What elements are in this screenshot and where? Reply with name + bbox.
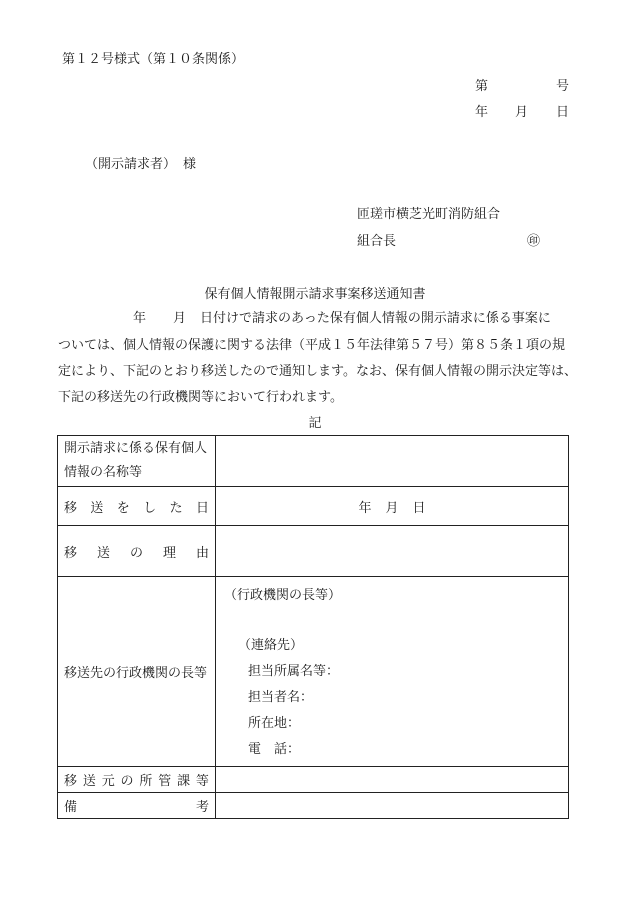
value-origin-department[interactable] bbox=[216, 767, 569, 793]
label-transfer-reason: 移 送 の 理 由 bbox=[58, 526, 216, 577]
value-remarks[interactable] bbox=[216, 793, 569, 819]
table-row bbox=[58, 487, 569, 526]
department-label: 担当所属名等： bbox=[248, 664, 340, 679]
value-transfer-date[interactable]: 年 月 日 bbox=[216, 487, 569, 526]
form-number: 第１２号様式（第１０条関係） bbox=[62, 52, 245, 67]
label-remarks: 備 考 bbox=[58, 793, 216, 819]
address-label: 所在地： bbox=[248, 716, 301, 731]
body-date-year: 年 bbox=[133, 311, 147, 326]
table-row bbox=[58, 793, 569, 819]
value-info-name[interactable] bbox=[216, 436, 569, 487]
table-row bbox=[58, 436, 569, 487]
table-row bbox=[58, 767, 569, 793]
ki-heading: 記 bbox=[308, 416, 322, 431]
label-origin-department: 移 送 元 の 所 管 課 等 bbox=[58, 767, 216, 793]
value-destination-agency[interactable] bbox=[216, 577, 569, 767]
body-date-month: 月 bbox=[173, 311, 187, 326]
document-title: 保有個人情報開示請求事案移送通知書 bbox=[204, 287, 426, 302]
label-destination-agency: 移送先の行政機関の長等 bbox=[58, 577, 216, 767]
table-row bbox=[58, 526, 569, 577]
sender-title: 組合長 bbox=[357, 234, 397, 249]
seal-mark: ㊞ bbox=[527, 234, 541, 249]
doc-number-prefix: 第 bbox=[475, 79, 489, 94]
sender-organization: 匝瑳市横芝光町消防組合 bbox=[357, 207, 501, 222]
body-line-1: 日付けで請求のあった保有個人情報の開示請求に係る事案に bbox=[200, 311, 551, 326]
doc-number-suffix: 号 bbox=[556, 79, 570, 94]
contact-label: （連絡先） bbox=[238, 638, 304, 653]
issue-date-month: 月 bbox=[515, 105, 529, 120]
issue-date-year: 年 bbox=[475, 105, 489, 120]
body-line-3: 定により、下記のとおり移送したので通知します。なお、保有個人情報の開示決定等は、 bbox=[58, 364, 577, 379]
body-line-2: ついては、個人情報の保護に関する法律（平成１５年法律第５７号）第８５条１項の規 bbox=[58, 338, 566, 353]
issue-date-day: 日 bbox=[556, 105, 570, 120]
label-transfer-date: 移 送 を し た 日 bbox=[58, 487, 216, 526]
value-transfer-reason[interactable] bbox=[216, 526, 569, 577]
agency-head-label: （行政機関の長等） bbox=[224, 588, 342, 603]
table-row bbox=[58, 577, 569, 767]
label-info-name: 開示請求に係る保有個人 情報の名称等 bbox=[58, 436, 216, 487]
person-label: 担当者名： bbox=[248, 690, 314, 705]
phone-label: 電 話： bbox=[248, 742, 301, 757]
addressee-requester: （開示請求者） bbox=[85, 157, 177, 172]
addressee-honorific: 様 bbox=[183, 157, 197, 172]
body-line-4: 下記の移送先の行政機関等において行われます。 bbox=[58, 390, 343, 405]
transfer-details-table bbox=[57, 435, 569, 819]
